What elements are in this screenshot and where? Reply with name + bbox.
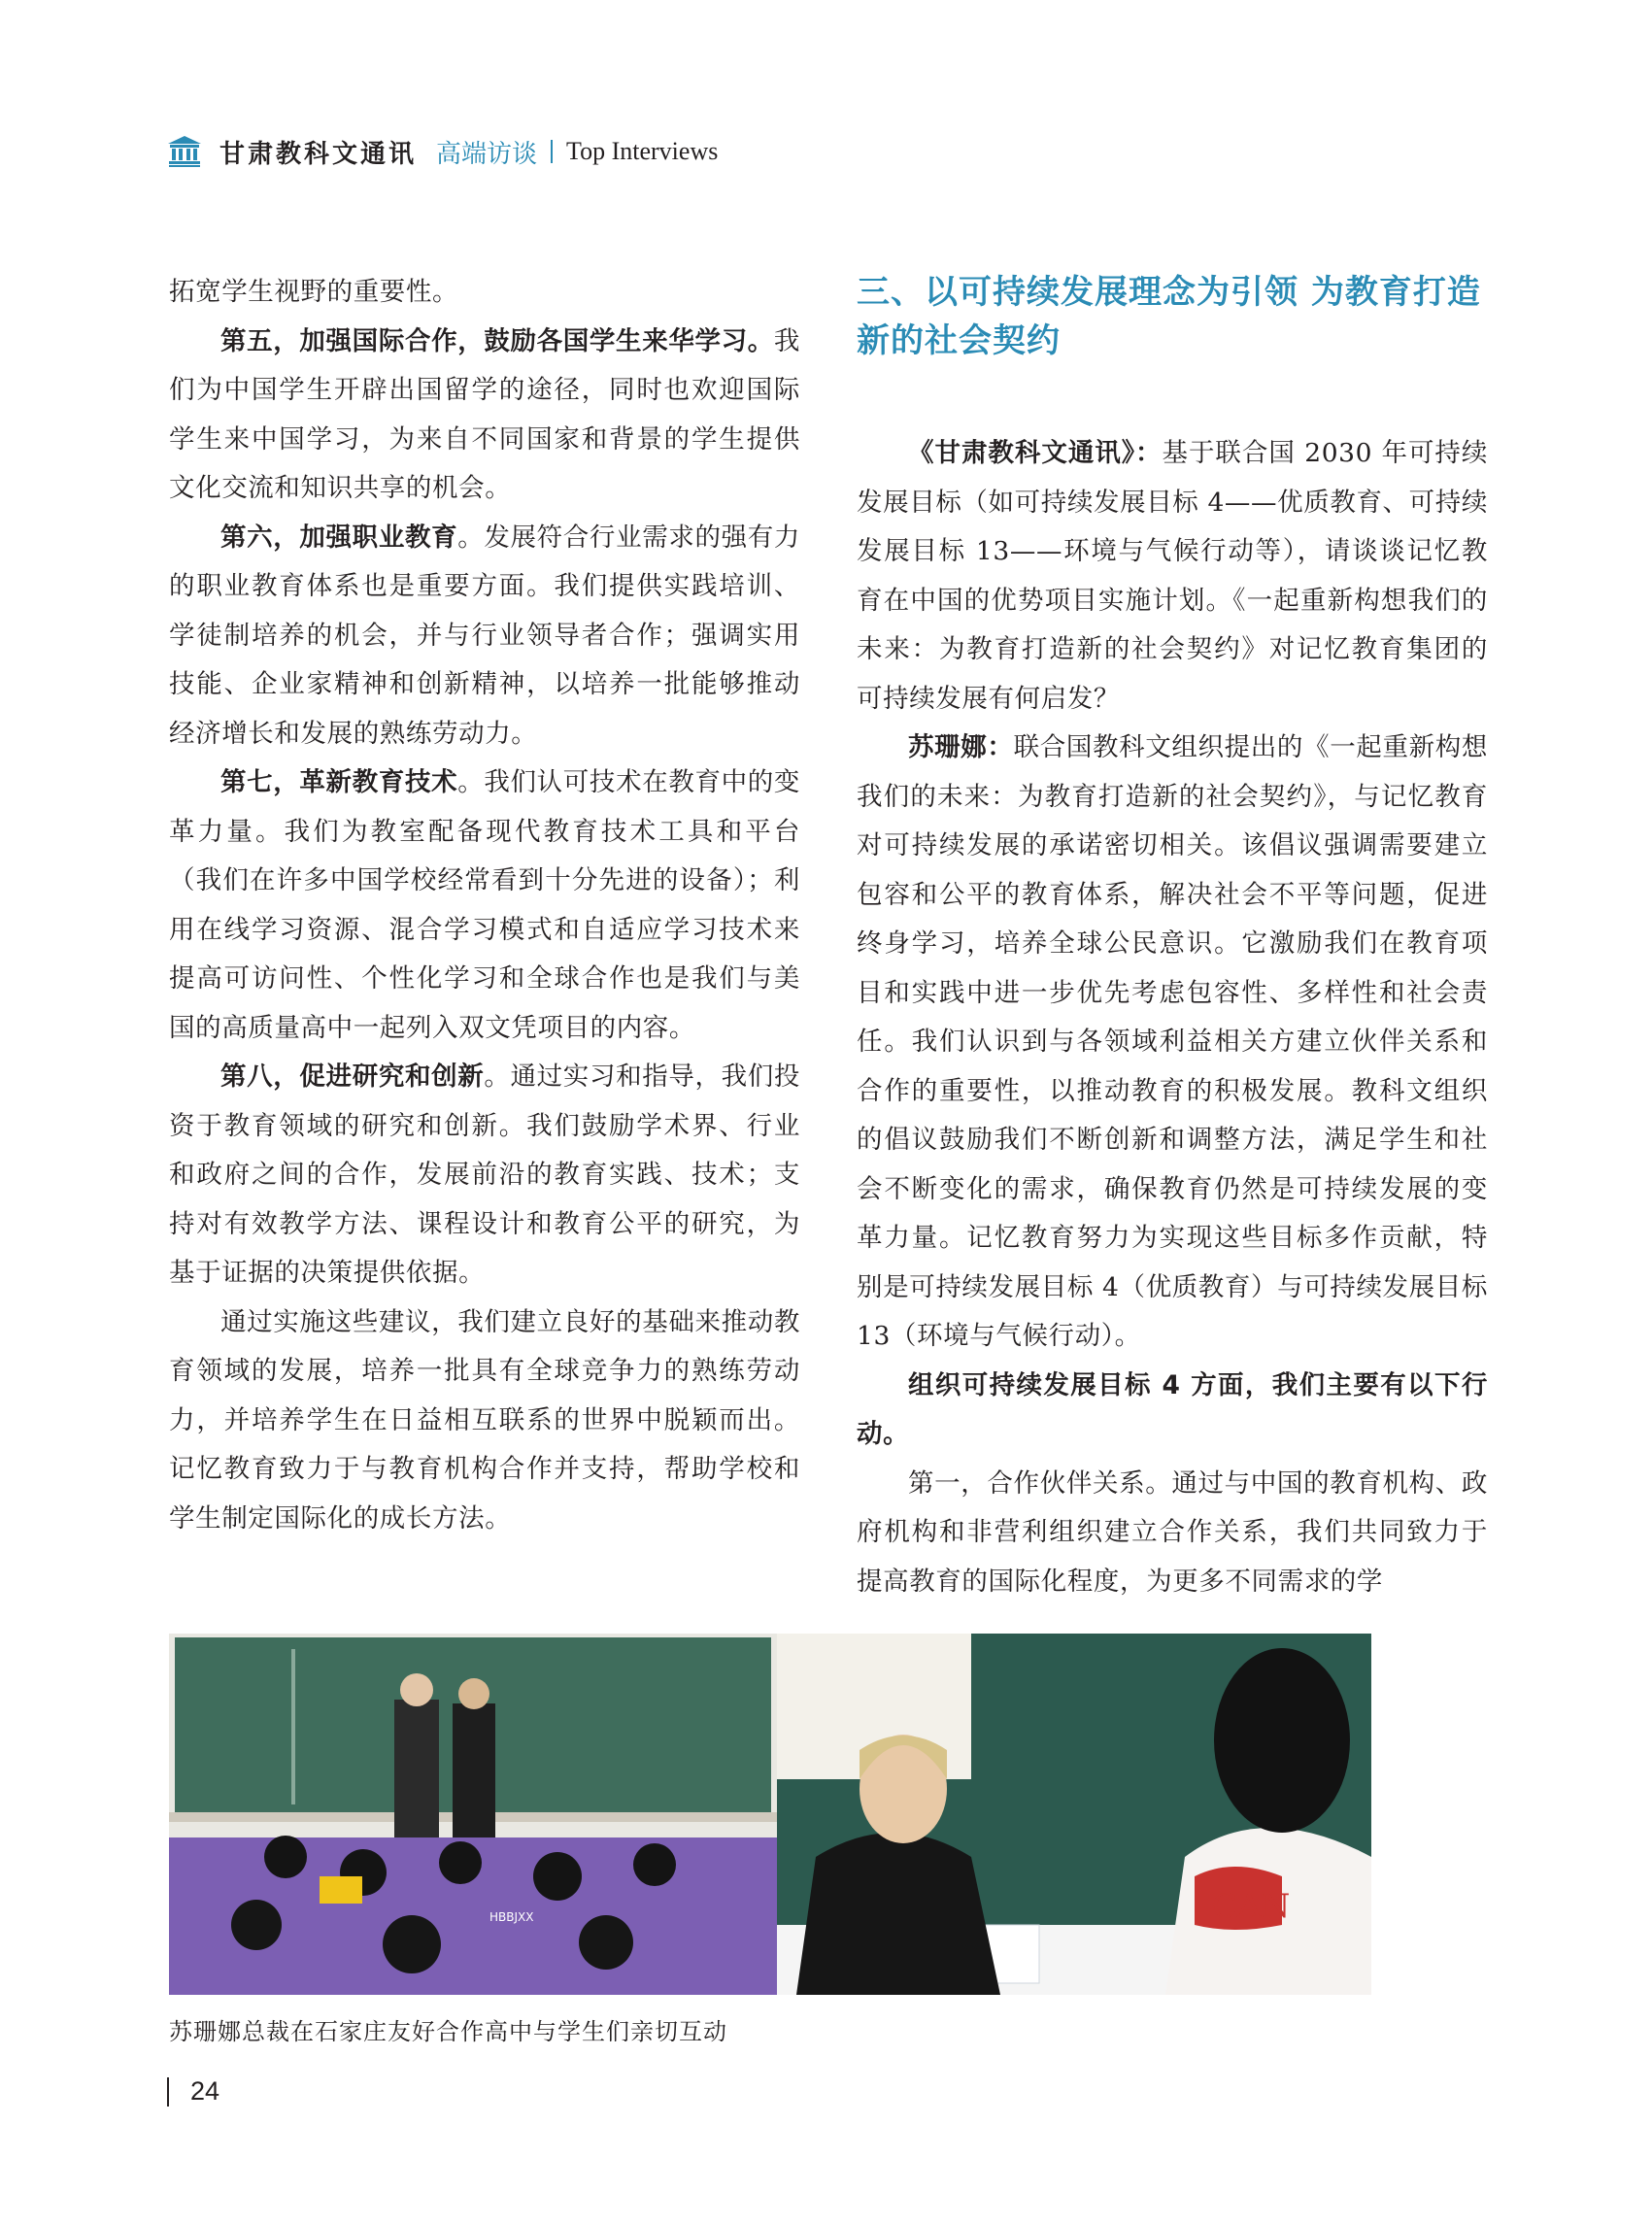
jacket-text: CAN [1212, 1887, 1291, 1926]
right-column [857, 268, 1488, 1606]
left-column [169, 268, 800, 1543]
paragraph: 《甘肃教科文通讯》：基于联合国 2030 年可持续发展目标（如可持续发展目标 4——优质教育、可持续发展目标 13——环境与气候行动等），请谈谈记忆教育在中国的优势项目实施计划。《一起重新构想我们的未来：为教育打造新的社会契约》对记忆教育集团的可持续发展有何启发？ [857, 438, 1488, 714]
paragraph: 第八，促进研究和创新。通过实习和指导，我们投资于教育领域的研究和创新。我们鼓励学术界、行业和政府之间的合作，发展前沿的教育实践、技术；支持对有效教学方法、课程设计和教育公平的研究，为基于证据的决策提供依据。 [169, 1062, 801, 1288]
meeting-photo [777, 1634, 1371, 1995]
paragraph: 拓宽学生视野的重要性。 [169, 277, 459, 307]
paragraph: 苏珊娜：联合国教科文组织提出的《一起重新构想我们的未来：为教育打造新的社会契约》，与记忆教育对可持续发展的承诺密切相关。该倡议强调需要建立包容和公平的教育体系，解决社会不平等问题，促进终身学习，培养全球公民意识。它激励我们在教育项目和实践中进一步优先考虑包容性、多样性和社会责任。我们认识到与各领域利益相关方建立伙伴关系和合作的重要性，以推动教育的积极发展。教科文组织的倡议鼓励我们不断创新和调整方法，满足学生和社会不断变化的需求，确保教育仍然是可持续发展的变革力量。记忆教育努力为实现这些目标多作贡献，特别是可持续发展目标 4（优质教育）与可持续发展目标 13（环境与气候行动）。 [857, 732, 1488, 1351]
section-title: 高端访谈 [436, 139, 538, 169]
paragraph: 第六，加强职业教育。发展符合行业需求的强有力的职业教育体系也是重要方面。我们提供实践培训、学徒制培养的机会，并与行业领导者合作；强调实用技能、企业家精神和创新精神，以培养一批能够推动经济增长和发展的熟练劳动力。 [169, 522, 800, 749]
paragraph [857, 1362, 1488, 1460]
section-title-english: Top Interviews [566, 137, 719, 165]
journal-title: 甘肃教科文通讯 [219, 139, 418, 169]
paragraph: 第一，合作伙伴关系。通过与中国的教育机构、政府机构和非营利组织建立合作关系，我们共同致力于提高教育的国际化程度，为更多不同需求的学 [857, 1467, 1488, 1597]
paragraph-lead: 苏珊娜： [908, 732, 1014, 762]
meeting-scene-image [777, 1634, 1371, 1995]
photo-caption: 苏珊娜总裁在石家庄友好合作高中与学生们亲切互动 [169, 2018, 727, 2045]
paragraph-lead: 第七，革新教育技术 [220, 767, 458, 797]
paragraph-lead: 第五，加强国际合作，鼓励各国学生来华学习。 [220, 325, 774, 356]
section-heading: 三、以可持续发展理念为引领 为教育打造新的社会契约 [857, 273, 1481, 360]
paragraph-lead: 《甘肃教科文通讯》： [908, 438, 1163, 468]
page-number: 24 [190, 2076, 220, 2106]
classroom-scene-image [169, 1634, 777, 1995]
paragraph-lead: 组织可持续发展目标 4 方面，我们主要有以下行动。 [857, 1369, 1488, 1449]
paragraph: 第五，加强国际合作，鼓励各国学生来华学习。我们为中国学生开辟出国留学的途径，同时也欢迎国际学生来中国学习，为来自不同国家和背景的学生提供文化交流和知识共享的机会。 [169, 325, 800, 503]
page-footer [167, 2076, 219, 2107]
footer-divider [167, 2077, 169, 2107]
header-divider [551, 140, 553, 163]
paragraph-lead: 第八，促进研究和创新 [220, 1062, 485, 1092]
paragraph-lead: 第六，加强职业教育 [220, 522, 458, 553]
classroom-photo [169, 1634, 777, 1995]
paragraph: 第七，革新教育技术。我们认可技术在教育中的变革力量。我们为教室配备现代教育技术工具和平台（我们在许多中国学校经常看到十分先进的设备）；利用在线学习资源、混合学习模式和自适应学习技术来提高可访问性、个性化学习和全球合作也是我们与美国的高质量高中一起列入双文凭项目的内容。 [169, 767, 800, 1043]
paragraph: 通过实施这些建议，我们建立良好的基础来推动教育领域的发展，培养一批具有全球竞争力的熟练劳动力，并培养学生在日益相互联系的世界中脱颖而出。记忆教育致力于与教育机构合作并支持，帮助学校和学生制定国际化的成长方法。 [169, 1306, 800, 1534]
running-header [167, 132, 718, 171]
logo-building-icon [167, 135, 202, 168]
jacket-text: HBBJXX [489, 1910, 534, 1924]
